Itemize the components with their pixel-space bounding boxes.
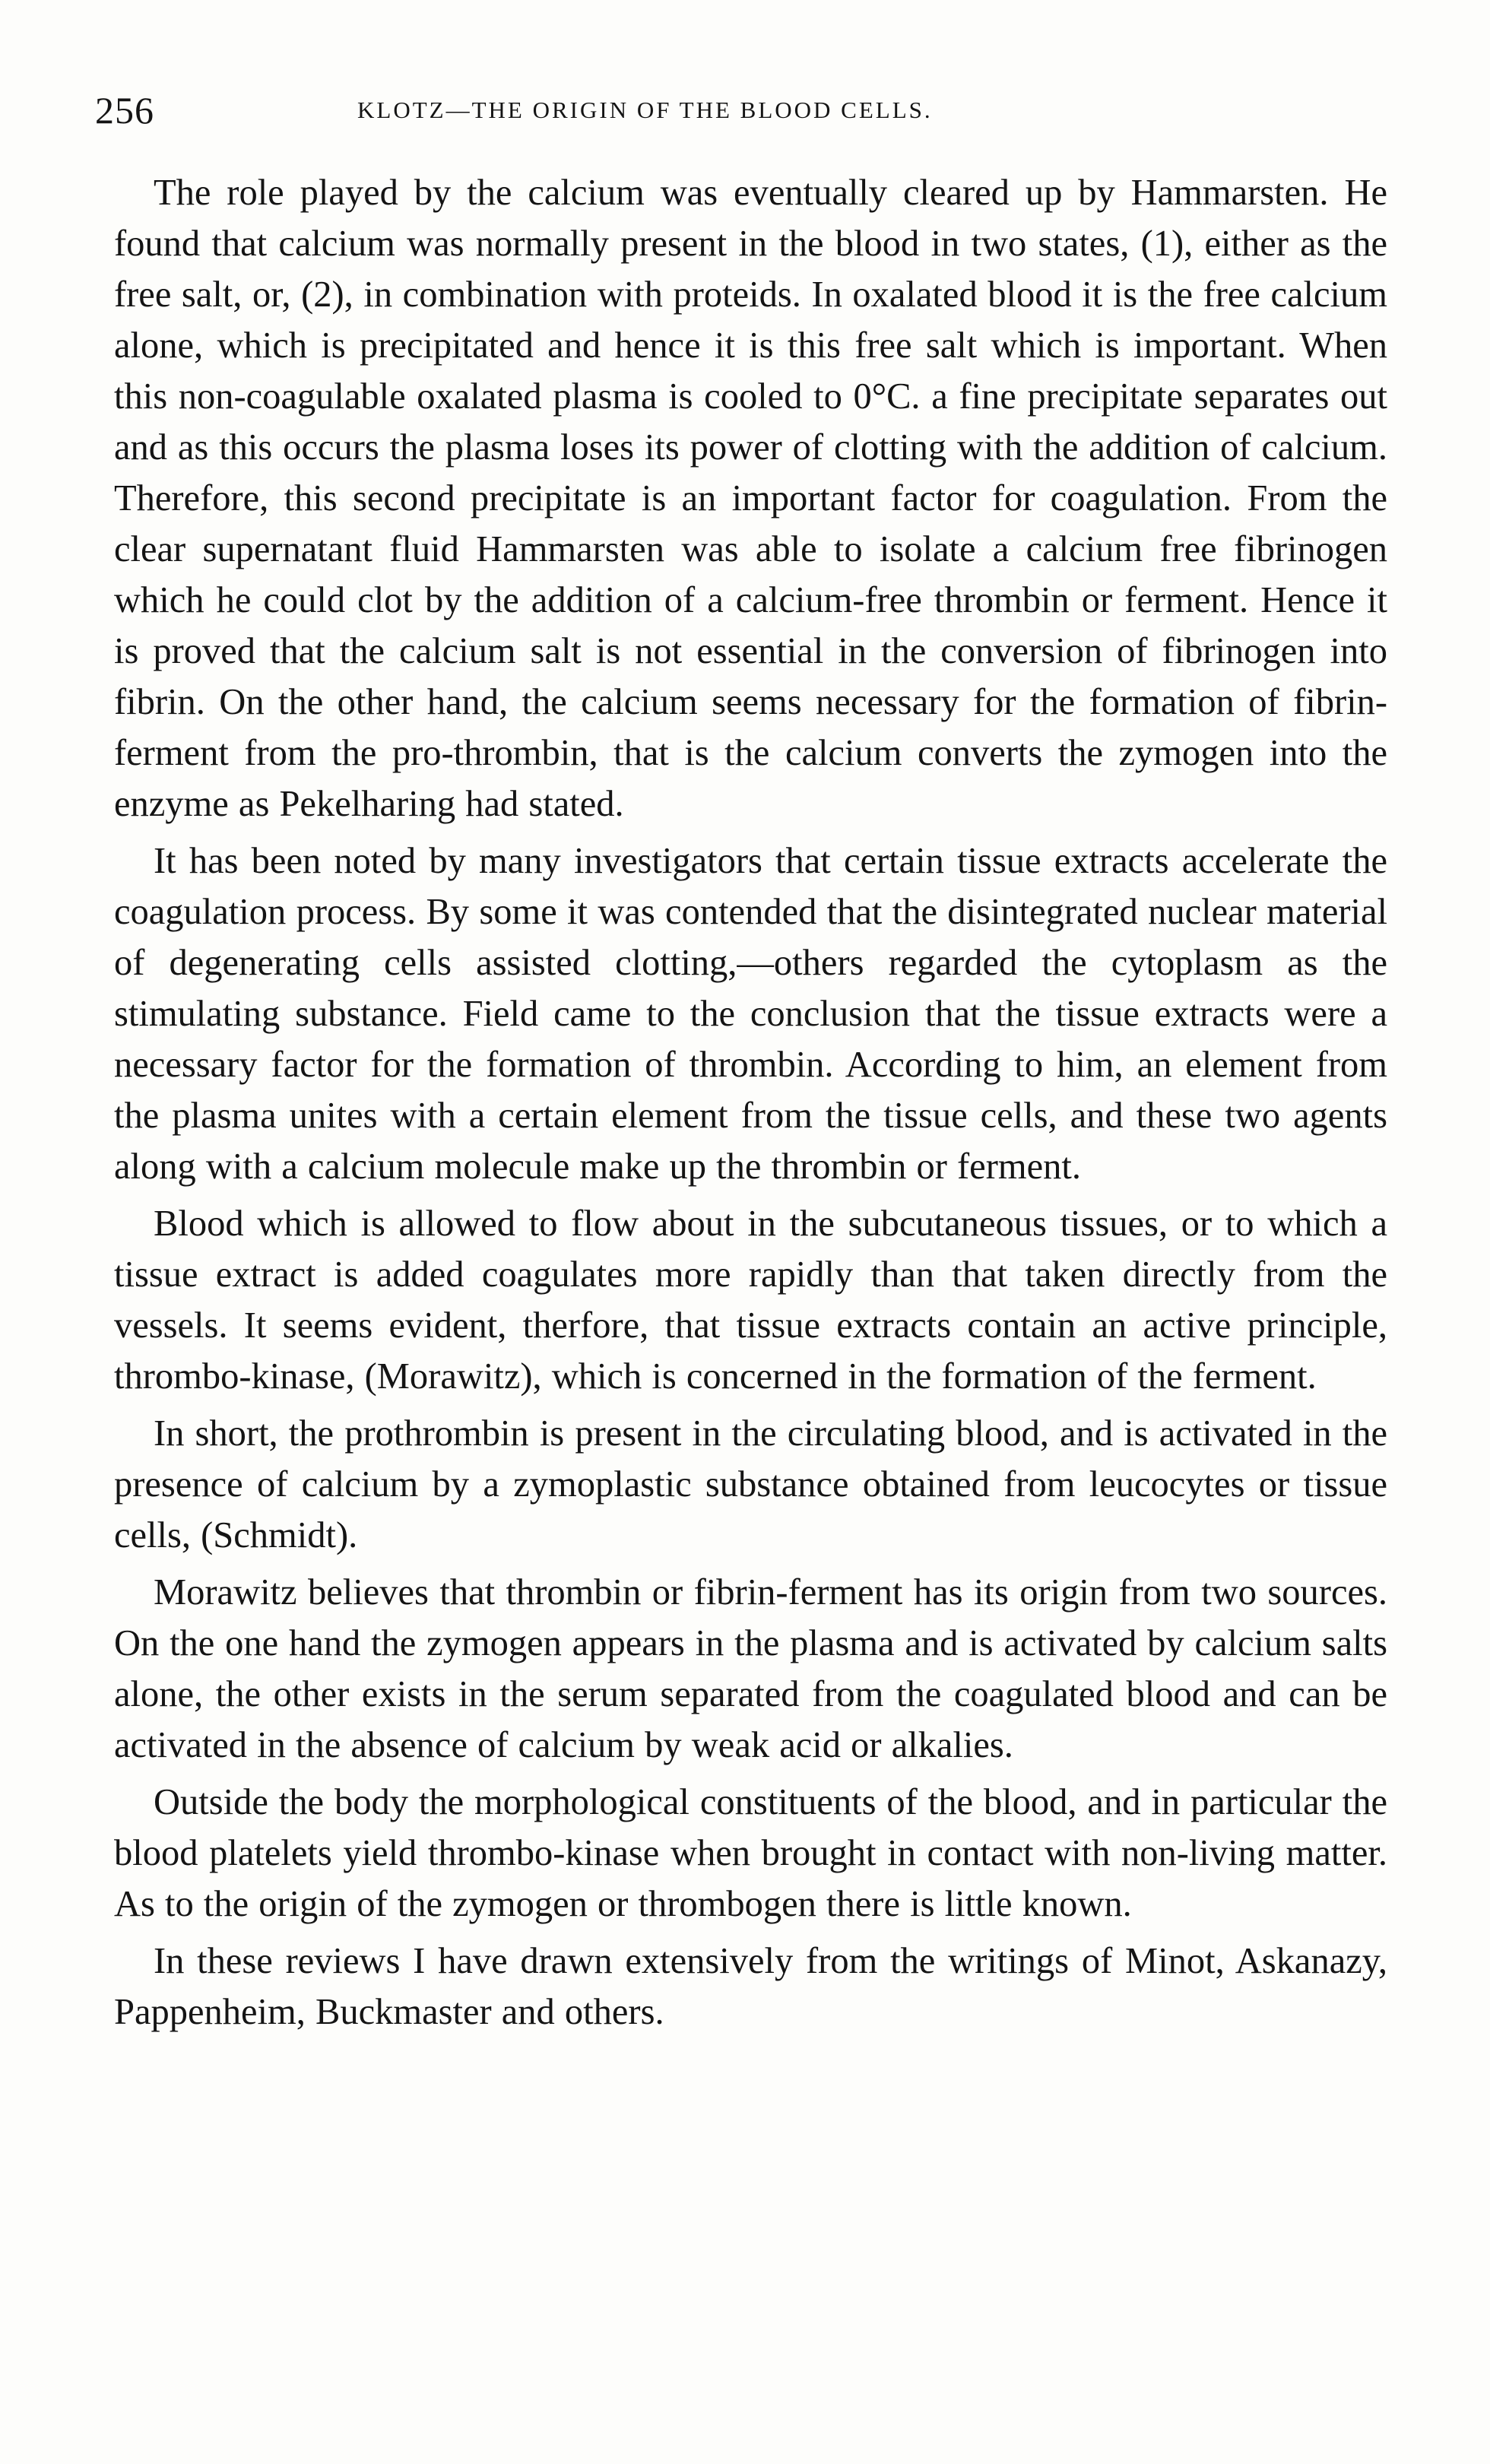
body-text	[114, 167, 1387, 2044]
paragraph-platelets: Outside the body the morphological constituents of the blood, and in particular the blood platelets yield thrombo-kinase when brought in contact with non-living matter. As to the origin of the zymogen or thrombogen there is little known.	[114, 1782, 1387, 1924]
paragraph-calcium-role: The role played by the calcium was eventually cleared up by Hammarsten. He found that calcium was normally present in the blood in two states, (1), either as the free salt, or, (2), in combination with proteids. In oxalated blood it is the free calcium alone, which is precipitated and hence it is this free salt which is important. When this non-coagulable oxalated plasma is cooled to 0°C. a fine precipitate separates out and as this occurs the plasma loses its power of clotting with the addition of calcium. Therefore, this second precipitate is an important factor for coagulation. From the clear supernatant fluid Hammarsten was able to isolate a calcium free fibrinogen which he could clot by the addition of a calcium-free thrombin or ferment. Hence it is proved that the calcium salt is not essential in the conversion of fibrinogen into fibrin. On the other hand, the calcium seems necessary for the formation of fibrin-ferment from the pro-thrombin, that is the calcium converts the zymogen into the enzyme as Pekelharing had stated.	[114, 173, 1387, 824]
page-number: 256	[95, 89, 154, 132]
paragraph-tissue-extracts: It has been noted by many investigators that certain tissue extracts accelerate the coagulation process. By some it was contended that the disintegrated nuclear material of degenerating cells assisted clotting,—others regarded the cytoplasm as the stimulating substance. Field came to the conclusion that the tissue extracts were a necessary factor for the formation of thrombin. According to him, an element from the plasma unites with a certain element from the tissue cells, and these two agents along with a calcium molecule make up the thrombin or ferment.	[114, 841, 1387, 1187]
paragraph-sources-note: In these reviews I have drawn extensively from the writings of Minot, Askanazy, Pappenheim, Buckmaster and others.	[114, 1941, 1387, 2032]
paragraph-subcutaneous-blood: Blood which is allowed to flow about in the subcutaneous tissues, or to which a tissue extract is added coagulates more rapidly than that taken directly from the vessels. It seems evident, therfore, that tissue extracts contain an active principle, thrombo-kinase, (Morawitz), which is concerned in the formation of the ferment.	[114, 1203, 1387, 1397]
paragraph-morawitz-sources: Morawitz believes that thrombin or fibrin-ferment has its origin from two sources. On the one hand the zymogen appears in the plasma and is activated by calcium salts alone, the other exists in the serum separated from the coagulated blood and can be activated in the absence of calcium by weak acid or alkalies.	[114, 1572, 1387, 1765]
running-title: KLOTZ—THE ORIGIN OF THE BLOOD CELLS.	[357, 97, 933, 123]
running-head	[95, 80, 1387, 141]
paragraph-prothrombin-summary: In short, the prothrombin is present in the circulating blood, and is activated in the presence of calcium by a zymoplastic substance obtained from leucocytes or tissue cells, (Schmidt).	[114, 1413, 1387, 1555]
